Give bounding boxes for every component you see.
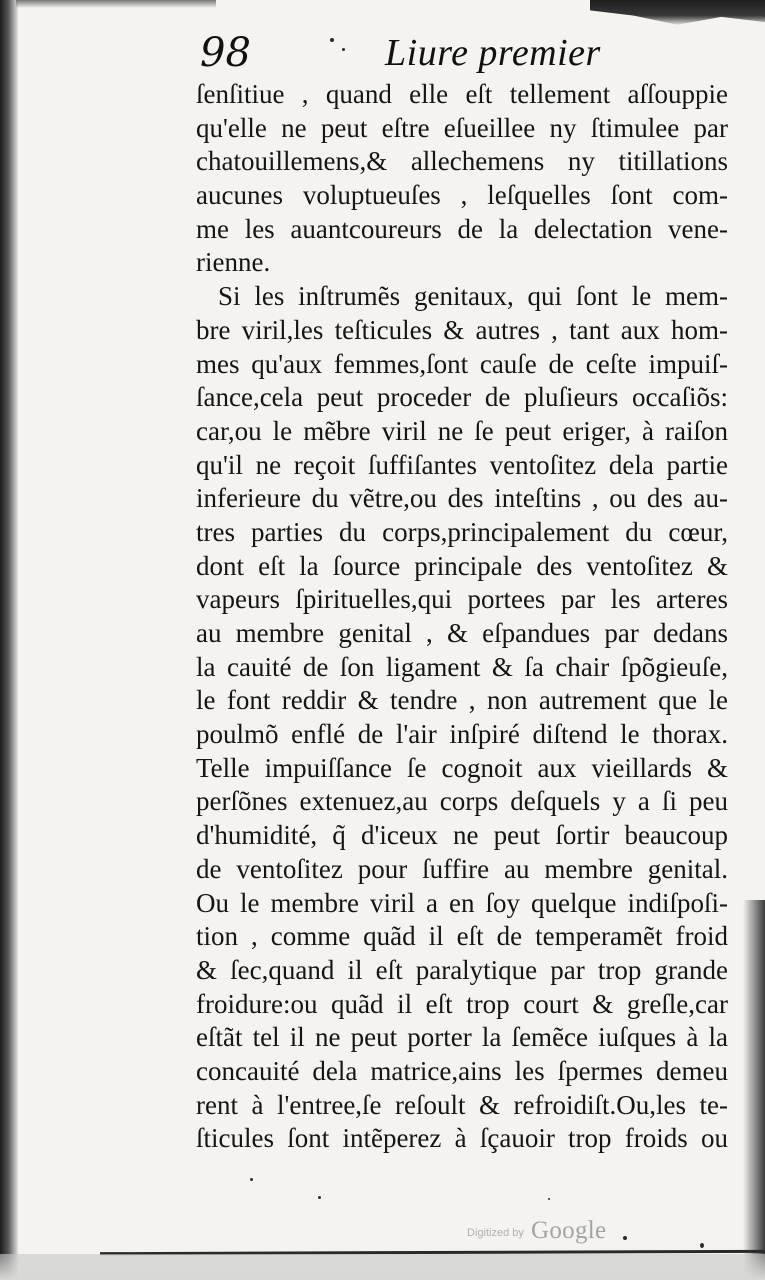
text-line: poulmõ enflé de l'air inſpiré diſtend le thorax. (196, 719, 728, 750)
text-line: au membre genital , & eſpandues par dedans (196, 618, 728, 648)
text-line: eſtãt tel il ne peut porter la ſemẽce iuſques à la (196, 1022, 728, 1053)
text-line: me les auantcoureurs de la delectation vene- (196, 213, 728, 244)
right-scan-edge (743, 900, 765, 1280)
text-line: perſõnes extenuez,au corps deſquels y a ſi peu (196, 786, 728, 817)
text-line: bre viril,les teſticules & autres , tant aux hom- (196, 314, 728, 345)
text-line: vapeurs ſpirituelles,qui portees par les arteres (196, 584, 728, 615)
text-line: le font reddir & tendre , non autrement que le (196, 685, 728, 716)
watermark-brand: Google (531, 1217, 607, 1244)
text-line: ſenſitiue , quand elle eſt tellement aſſouppie (196, 79, 728, 109)
watermark-prefix: Digitized by (467, 1227, 524, 1239)
text-line: Ou le membre viril a en ſoy quelque indiſpoſi- (196, 887, 728, 918)
text-line: aucunes voluptueuſes , leſquelles ſont com- (196, 180, 728, 211)
text-line: dont eſt la ſource principale des ventoſitez & (196, 550, 728, 581)
binding-shadow (0, 0, 18, 1280)
text-line: rent à l'entree,ſe reſoult & refroidiſt.Ou,les te- (196, 1089, 728, 1120)
top-right-scan-edge (590, 0, 765, 26)
text-line: qu'elle ne peut eſtre eſueillee ny ſtimulee par (196, 112, 728, 143)
text-line: car,ou le mẽbre viril ne ſe peut eriger, à raiſon (196, 415, 728, 446)
text-line: tion , comme quãd il eſt de temperamẽt froid (196, 921, 728, 952)
text-line: qu'il ne reçoit ſuffiſantes ventoſitez dela partie (196, 449, 728, 480)
text-line: inferieure du vẽtre,ou des inteſtins , ou des au- (196, 483, 728, 514)
running-title: Liure premier (385, 32, 601, 74)
text-line: tres parties du corps,principalement du cœur, (196, 516, 728, 547)
digitization-watermark (467, 1218, 667, 1244)
text-line: froidure:ou quãd il eſt trop court & greſle,car (196, 988, 728, 1019)
text-line: Si les inſtrumẽs genitaux, qui ſont le mem- (218, 281, 728, 312)
bottom-scan-shadow (0, 1254, 765, 1280)
page-header (200, 30, 740, 76)
text-line: Telle impuiſſance ſe cognoit aux vieillards & (196, 752, 728, 783)
text-line: mes qu'aux femmes,ſont cauſe de ceſte impuiſ- (196, 348, 728, 379)
top-left-scan-edge (16, 0, 216, 8)
text-line: ſance,cela peut proceder de pluſieurs occaſiõs: (196, 382, 728, 413)
text-line: ſticules ſont intẽperez à ſçauoir trop froids ou (196, 1123, 728, 1154)
body-text (196, 78, 728, 1156)
page-number: 98 (200, 30, 251, 76)
text-line: rienne. (196, 247, 271, 278)
text-line: d'humidité, q̃ d'iceux ne peut ſortir beaucoup (196, 820, 728, 851)
text-line: chatouillemens,& allechemens ny titillations (196, 146, 728, 177)
text-line: concauité dela matrice,ains les ſpermes demeu (196, 1055, 728, 1086)
text-line: de ventoſitez pour ſuffire au membre genital. (196, 853, 728, 884)
text-line: & ſec,quand il eſt paralytique par trop grande (196, 954, 728, 985)
text-line: la cauité de ſon ligament & ſa chair ſpõgieuſe, (196, 651, 728, 682)
